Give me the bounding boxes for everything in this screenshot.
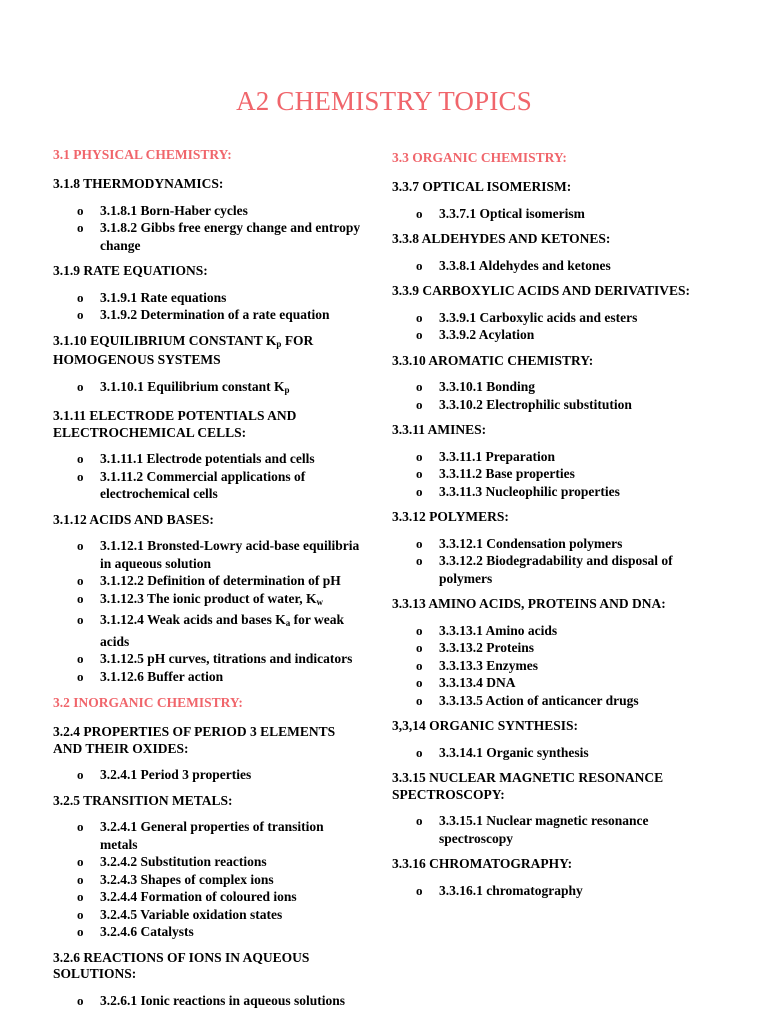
list-item: o 3.1.9.2 Determination of a rate equation bbox=[77, 307, 330, 322]
list-item: o 3.3.10.1 Bonding bbox=[416, 379, 536, 394]
bullet-icon: o bbox=[416, 744, 423, 760]
bullet-icon: o bbox=[77, 307, 84, 322]
topic-list bbox=[53, 202, 363, 255]
topic-list bbox=[53, 818, 363, 941]
topic-nmr-spectroscopy: 3.3.15 NUCLEAR MAGNETIC RESONANCE SPECTROSCOPY: bbox=[392, 770, 664, 802]
bullet-icon: o bbox=[416, 257, 423, 273]
list-item: o 3.2.4.1 General properties of transition metals bbox=[77, 819, 324, 852]
topic-equilibrium-constant: 3.1.10 EQUILIBRIUM CONSTANT $K_p$ FOR HOMOGENOUS SYSTEMS bbox=[53, 332, 314, 367]
list-item: o 3.1.11.1 Electrode potentials and cells bbox=[77, 451, 315, 466]
topic-list bbox=[392, 378, 692, 413]
list-item: o 3.2.4.4 Formation of coloured ions bbox=[77, 889, 297, 904]
topic-list bbox=[392, 812, 692, 847]
bullet-icon: o bbox=[77, 202, 84, 218]
topic-polymers: 3.3.12 POLYMERS: bbox=[392, 509, 509, 524]
bullet-icon: o bbox=[416, 675, 423, 690]
list-item: o 3.2.4.1 Period 3 properties bbox=[77, 767, 252, 782]
topic-list bbox=[392, 257, 692, 275]
bullet-icon: o bbox=[77, 573, 84, 588]
list-item: o 3.1.12.1 Bronsted-Lowry acid-base equilibria in aqueous solution bbox=[77, 538, 360, 571]
bullet-icon: o bbox=[77, 854, 84, 869]
list-item: o 3.1.8.2 Gibbs free energy change and entropy change bbox=[77, 220, 361, 253]
bullet-icon: o bbox=[77, 220, 84, 235]
bullet-icon: o bbox=[77, 767, 84, 782]
list-item: o 3.3.13.3 Enzymes bbox=[416, 657, 538, 673]
document-title: A2 CHEMISTRY TOPICS bbox=[236, 86, 532, 116]
list-item: o 3.3.13.5 Action of anticancer drugs bbox=[416, 692, 639, 708]
section-inorganic-chemistry: 3.2 INORGANIC CHEMISTRY: bbox=[53, 695, 243, 710]
section-physical-chemistry: 3.1 PHYSICAL CHEMISTRY: bbox=[53, 147, 232, 162]
bullet-icon: o bbox=[416, 205, 423, 221]
topic-list bbox=[53, 766, 363, 784]
list-item: o 3.3.16.1 chromatography bbox=[416, 882, 583, 898]
section-organic-chemistry: 3.3 ORGANIC CHEMISTRY: bbox=[392, 150, 567, 165]
bullet-icon: o bbox=[77, 538, 84, 553]
topic-aldehydes-ketones: 3.3.8 ALDEHYDES AND KETONES: bbox=[392, 231, 611, 246]
topic-reactions-of-ions: 3.2.6 REACTIONS OF IONS IN AQUEOUS SOLUTIONS: bbox=[53, 949, 310, 981]
bullet-icon: o bbox=[77, 451, 84, 466]
list-item: o 3.1.12.2 Definition of determination of pH bbox=[77, 573, 341, 588]
bullet-icon: o bbox=[77, 924, 84, 939]
list-item: o 3.2.4.3 Shapes of complex ions bbox=[77, 871, 274, 887]
bullet-icon: o bbox=[416, 448, 423, 464]
list-item: o 3.3.15.1 Nuclear magnetic resonance spectroscopy bbox=[416, 813, 649, 846]
topic-list bbox=[53, 378, 363, 400]
bullet-icon: o bbox=[77, 612, 84, 627]
topic-period-3: 3.2.4 PROPERTIES OF PERIOD 3 ELEMENTS AND THEIR OXIDES: bbox=[53, 724, 336, 756]
list-item: o 3.3.12.1 Condensation polymers bbox=[416, 535, 623, 551]
list-item: o 3.2.4.6 Catalysts bbox=[77, 924, 194, 939]
topic-transition-metals: 3.2.5 TRANSITION METALS: bbox=[53, 792, 233, 808]
bullet-icon: o bbox=[77, 889, 84, 904]
bullet-icon: o bbox=[416, 535, 423, 551]
topic-electrode-potentials: 3.1.11 ELECTRODE POTENTIALS AND ELECTROCHEMICAL CELLS: bbox=[53, 408, 297, 440]
bullet-icon: o bbox=[77, 651, 84, 666]
list-item: o 3.3.7.1 Optical isomerism bbox=[416, 205, 585, 221]
topic-amines: 3.3.11 AMINES: bbox=[392, 422, 487, 437]
list-item: o 3.3.11.1 Preparation bbox=[416, 448, 555, 464]
topic-aromatic-chemistry: 3.3.10 AROMATIC CHEMISTRY: bbox=[392, 352, 594, 368]
topic-list bbox=[53, 537, 363, 685]
bullet-icon: o bbox=[416, 379, 423, 394]
list-item: o 3.3.9.2 Acylation bbox=[416, 327, 535, 342]
bullet-icon: o bbox=[416, 657, 423, 673]
bullet-icon: o bbox=[416, 622, 423, 638]
bullet-icon: o bbox=[77, 906, 84, 922]
topic-thermodynamics: 3.1.8 THERMODYNAMICS: bbox=[53, 176, 224, 191]
list-item: o 3.1.10.1 Equilibrium constant $K_p$ bbox=[77, 378, 290, 395]
list-item: o 3.3.8.1 Aldehydes and ketones bbox=[416, 257, 611, 273]
list-item: o 3.2.6.1 Ionic reactions in aqueous solutions bbox=[77, 992, 346, 1008]
topic-list bbox=[53, 992, 363, 1010]
bullet-icon: o bbox=[77, 289, 84, 305]
list-item: o 3.1.12.6 Buffer action bbox=[77, 668, 224, 684]
bullet-icon: o bbox=[416, 640, 423, 655]
topic-list bbox=[392, 448, 692, 501]
bullet-icon: o bbox=[416, 882, 423, 898]
list-item: o 3.2.4.5 Variable oxidation states bbox=[77, 906, 283, 922]
bullet-icon: o bbox=[77, 819, 84, 834]
topic-list bbox=[392, 535, 692, 588]
topic-rate-equations: 3.1.9 RATE EQUATIONS: bbox=[53, 263, 208, 278]
topic-amino-acids: 3.3.13 AMINO ACIDS, PROTEINS AND DNA: bbox=[392, 596, 666, 611]
list-item: o 3.3.10.2 Electrophilic substitution bbox=[416, 396, 632, 412]
list-item: o 3.3.9.1 Carboxylic acids and esters bbox=[416, 309, 638, 325]
list-item: o 3.3.12.2 Biodegradability and disposal of polymers bbox=[416, 553, 673, 586]
topic-carboxylic-acids: 3.3.9 CARBOXYLIC ACIDS AND DERIVATIVES: bbox=[392, 283, 691, 298]
bullet-icon: o bbox=[416, 396, 423, 412]
list-item: o 3.3.11.2 Base properties bbox=[416, 466, 575, 481]
topic-acids-and-bases: 3.1.12 ACIDS AND BASES: bbox=[53, 511, 214, 527]
topic-list bbox=[392, 744, 692, 762]
bullet-icon: o bbox=[77, 378, 84, 394]
list-item: o 3.3.11.3 Nucleophilic properties bbox=[416, 483, 620, 499]
list-item: o 3.3.13.4 DNA bbox=[416, 675, 516, 690]
list-item: o 3.1.9.1 Rate equations bbox=[77, 289, 227, 305]
list-item: o 3.1.11.2 Commercial applications of electrochemical cells bbox=[77, 468, 306, 501]
right-column bbox=[392, 149, 692, 908]
bullet-icon: o bbox=[416, 309, 423, 325]
topic-chromatography: 3.3.16 CHROMATOGRAPHY: bbox=[392, 856, 573, 871]
bullet-icon: o bbox=[416, 553, 423, 568]
list-item: o 3.2.4.2 Substitution reactions bbox=[77, 854, 267, 869]
list-item: o 3.3.14.1 Organic synthesis bbox=[416, 744, 589, 760]
bullet-icon: o bbox=[77, 992, 84, 1008]
topic-list bbox=[392, 309, 692, 344]
bullet-icon: o bbox=[416, 327, 423, 342]
list-item: o 3.3.13.2 Proteins bbox=[416, 640, 534, 655]
bullet-icon: o bbox=[77, 590, 84, 606]
bullet-icon: o bbox=[77, 468, 84, 484]
topic-list bbox=[392, 205, 692, 223]
list-item: o 3.1.12.5 pH curves, titrations and indicators bbox=[77, 651, 353, 666]
bullet-icon: o bbox=[416, 813, 423, 828]
bullet-icon: o bbox=[77, 871, 84, 887]
left-column bbox=[53, 146, 363, 1018]
topic-list bbox=[392, 882, 692, 900]
bullet-icon: o bbox=[77, 668, 84, 684]
topic-optical-isomerism: 3.3.7 OPTICAL ISOMERISM: bbox=[392, 179, 572, 194]
list-item: o 3.3.13.1 Amino acids bbox=[416, 622, 558, 638]
list-item: o 3.1.12.3 The ionic product of water, $K_w$ bbox=[77, 590, 324, 607]
list-item: o 3.1.12.4 Weak acids and bases $K_a$ for weak acids bbox=[77, 612, 345, 649]
topic-list bbox=[53, 450, 363, 503]
bullet-icon: o bbox=[416, 466, 423, 481]
topic-organic-synthesis: 3,3,14 ORGANIC SYNTHESIS: bbox=[392, 718, 579, 733]
topic-list bbox=[53, 289, 363, 324]
list-item: o 3.1.8.1 Born-Haber cycles bbox=[77, 202, 248, 218]
topic-list bbox=[392, 622, 692, 710]
bullet-icon: o bbox=[416, 483, 423, 499]
bullet-icon: o bbox=[416, 692, 423, 708]
